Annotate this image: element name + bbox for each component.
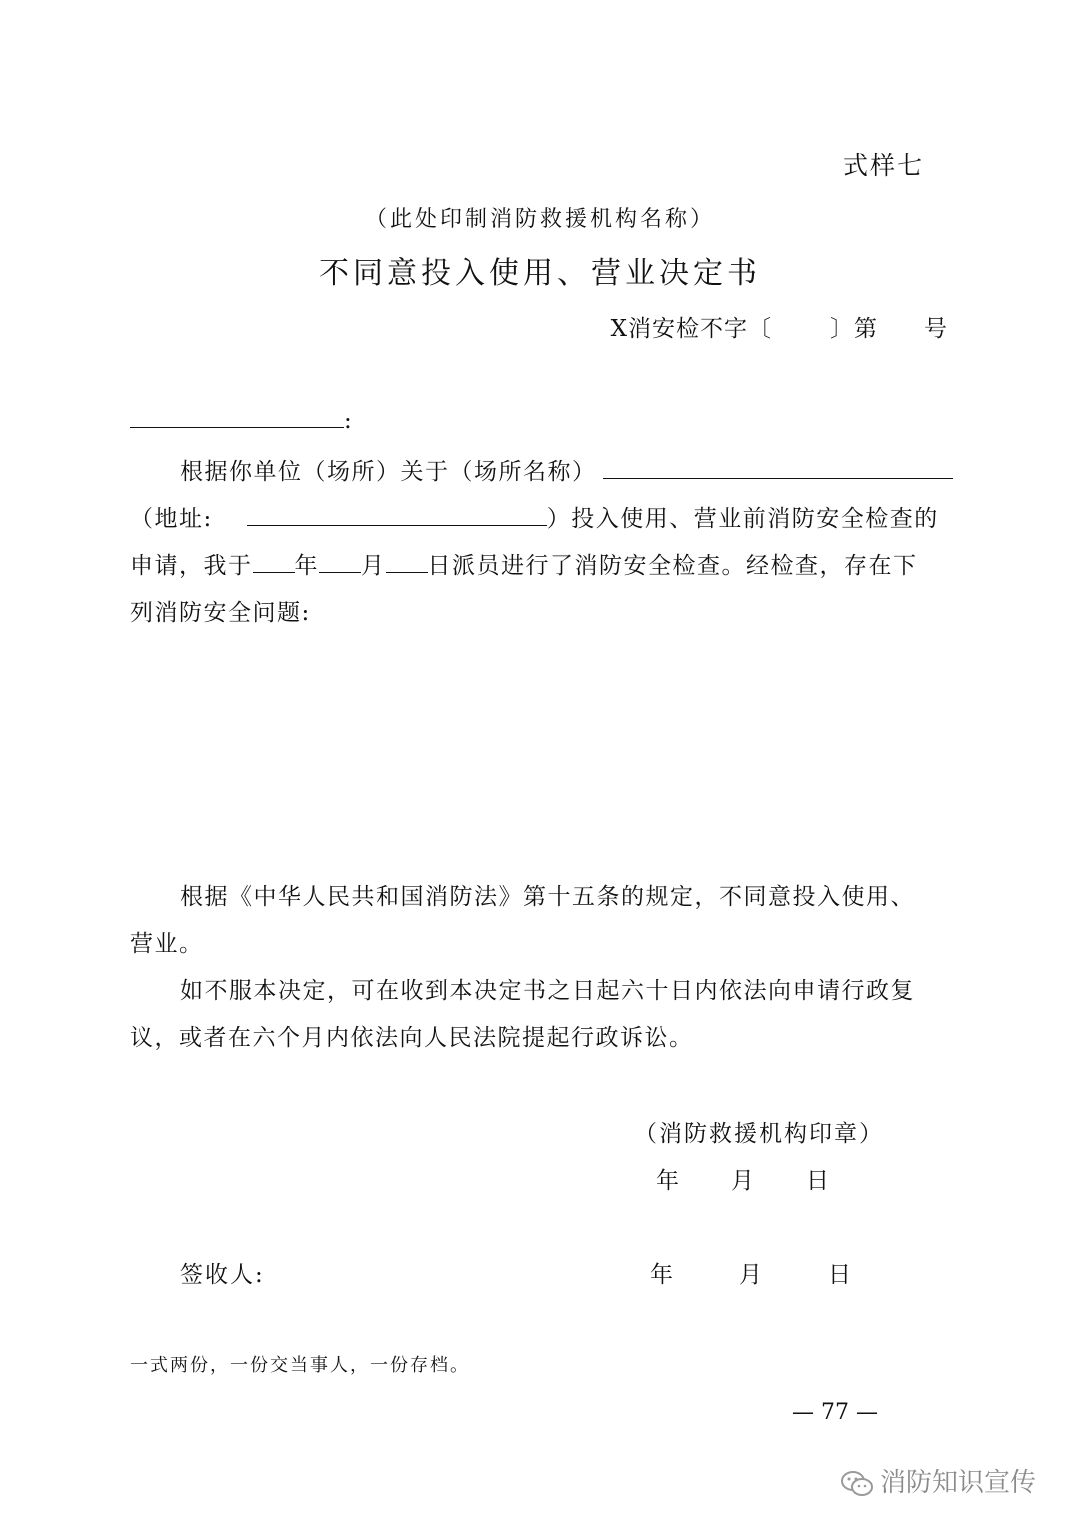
- seal-date: [656, 1162, 829, 1195]
- addressee-blank[interactable]: [130, 426, 344, 428]
- org-name-placeholder: （此处印制消防救援机构名称）: [364, 207, 715, 232]
- receiver-label: 签收人:: [180, 1262, 265, 1288]
- para1-line3-end: 日派员进行了消防安全检查。经检查，存在下: [427, 553, 918, 579]
- para2-line1: 根据《中华人民共和国消防法》第十五条的规定，不同意投入使用、: [180, 884, 915, 910]
- month-label: 月: [361, 553, 386, 579]
- para1-line3-start: 申请，我于: [130, 553, 253, 579]
- doc-number-suffix: 号: [924, 316, 948, 342]
- para3-line1: 如不服本决定，可在收到本决定书之日起六十日内依法向申请行政复: [180, 978, 915, 1004]
- year-label: 年: [294, 553, 319, 579]
- para3-line2: 议，或者在六个月内依法向人民法院提起行政诉讼。: [130, 1025, 694, 1051]
- seal-date-year: 年: [656, 1168, 679, 1194]
- para2-line2: 营业。: [130, 931, 204, 957]
- receive-date: [650, 1256, 851, 1289]
- form-label: 式样七: [842, 151, 924, 180]
- para1-line4: 列消防安全问题:: [130, 600, 311, 626]
- para1-line3: [130, 547, 918, 580]
- doc-number-mid: 〕第: [830, 316, 878, 342]
- doc-number-prefix: X消安检不字〔: [610, 316, 772, 342]
- seal-date-month: 月: [731, 1168, 754, 1194]
- document-title: 不同意投入使用、营业决定书: [319, 256, 761, 291]
- watermark: [840, 1462, 1036, 1499]
- inspection-day-blank[interactable]: [386, 571, 428, 573]
- para1-line1-text: 根据你单位（场所）关于（场所名称）: [180, 459, 597, 485]
- document-number: [611, 310, 948, 343]
- inspection-month-blank[interactable]: [319, 571, 361, 573]
- venue-name-blank[interactable]: [603, 477, 953, 479]
- para1-line2: [130, 500, 939, 533]
- inspection-year-blank[interactable]: [253, 571, 295, 573]
- wechat-icon: [840, 1470, 874, 1498]
- watermark-text: 消防知识宣传: [880, 1468, 1037, 1498]
- address-label: （地址:: [130, 506, 213, 532]
- recv-date-month: 月: [739, 1262, 762, 1288]
- seal-date-day: 日: [806, 1168, 829, 1194]
- page-number: — 77 —: [792, 1400, 878, 1425]
- recv-date-year: 年: [650, 1262, 673, 1288]
- seal-label: （消防救援机构印章）: [634, 1121, 884, 1147]
- addressee-colon: :: [344, 408, 354, 434]
- addressee-line: [130, 408, 353, 434]
- copies-note: 一式两份，一份交当事人，一份存档。: [130, 1355, 470, 1376]
- address-blank[interactable]: [247, 524, 547, 526]
- recv-date-day: 日: [828, 1262, 851, 1288]
- para1-line2-text: ）投入使用、营业前消防安全检查的: [546, 506, 939, 532]
- para1-line1: [180, 453, 953, 486]
